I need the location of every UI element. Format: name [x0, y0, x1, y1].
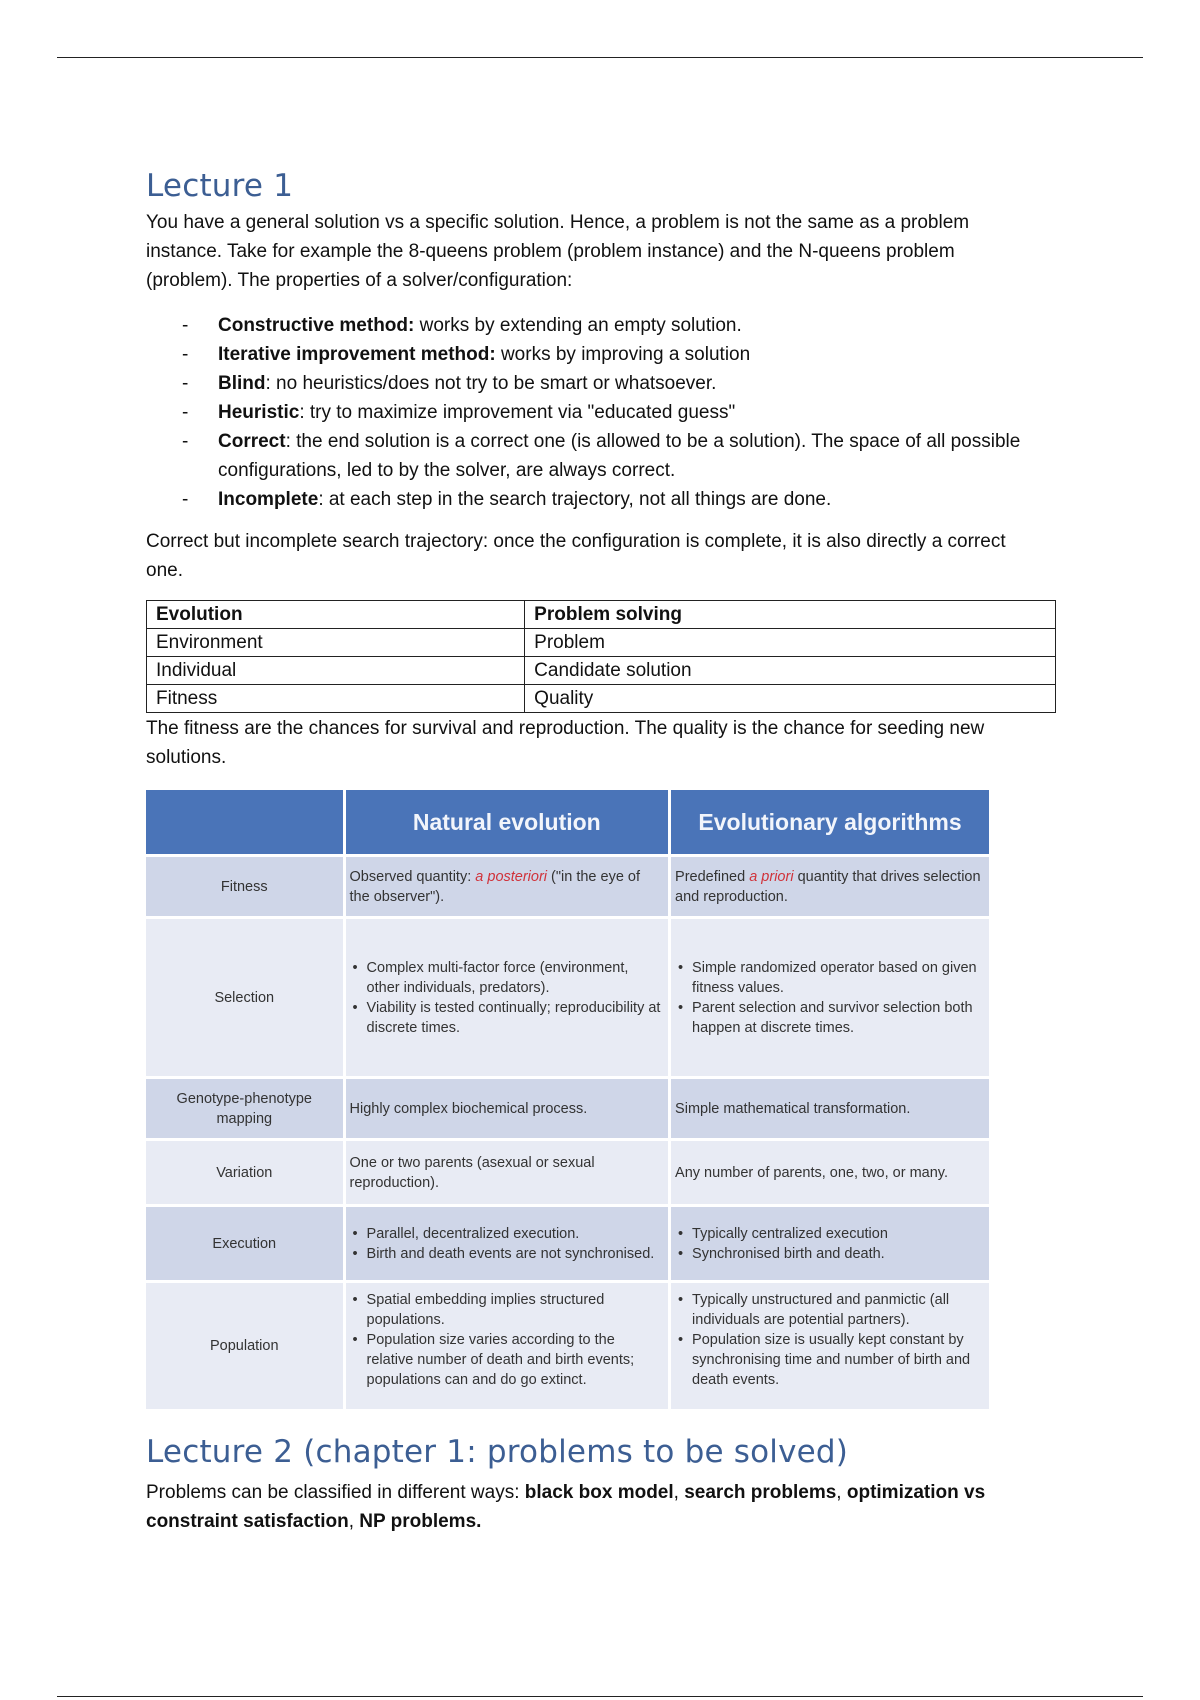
row-label: Variation — [146, 1140, 344, 1206]
lecture2-intro: Problems can be classified in different ways: black box model, search problems, optimization vs constraint satisfaction, NP problems. — [146, 1482, 986, 1532]
natural-cell — [344, 1282, 670, 1411]
comparison-row-selection — [146, 918, 991, 1078]
list-dash: - — [182, 373, 189, 394]
row-label: Fitness — [146, 856, 344, 918]
lecture1-heading: Lecture 1 — [146, 168, 294, 204]
list-dash: - — [182, 402, 189, 423]
row-label: Genotype-phenotype mapping — [146, 1078, 344, 1140]
list-item: • Spatial embedding implies structured populations. — [367, 1290, 665, 1330]
list-dash: - — [182, 315, 189, 336]
list-item: • Population size is usually kept constant by synchronising time and number of birth and death events. — [692, 1330, 985, 1390]
comparison-table — [146, 790, 992, 1412]
table-row — [147, 657, 1056, 685]
natural-cell: Highly complex biochemical process. — [344, 1078, 670, 1140]
header-rule — [57, 57, 1143, 58]
list-item: • Simple randomized operator based on given fitness values. — [692, 958, 985, 998]
document-body — [146, 164, 1046, 1536]
list-dash: - — [182, 431, 189, 452]
comparison-row-population — [146, 1282, 991, 1411]
comparison-corner-cell — [146, 790, 344, 856]
list-item: - Iterative improvement method: works by improving a solution — [146, 340, 1046, 369]
list-item: • Population size varies according to the relative number of death and birth events; populations can and do go extinct. — [367, 1330, 665, 1390]
comparison-header-natural: Natural evolution — [344, 790, 670, 856]
list-item: • Typically centralized execution — [692, 1224, 985, 1244]
comparison-row-fitness — [146, 856, 991, 918]
list-item: - Incomplete: at each step in the search trajectory, not all things are done. — [146, 485, 1046, 514]
list-item: • Viability is tested continually; reproducibility at discrete times. — [367, 998, 665, 1038]
table-row — [147, 629, 1056, 657]
evolution-mapping-table — [146, 600, 1056, 713]
list-item: - Constructive method: works by extending an empty solution. — [146, 311, 1046, 340]
list-item: • Parent selection and survivor selection both happen at discrete times. — [692, 998, 985, 1038]
table-cell: Fitness — [147, 685, 525, 713]
list-item: - Blind: no heuristics/does not try to be smart or whatsoever. — [146, 369, 1046, 398]
row-label: Population — [146, 1282, 344, 1411]
list-item: • Parallel, decentralized execution. — [367, 1224, 665, 1244]
list-item: - Heuristic: try to maximize improvement via "educated guess" — [146, 398, 1046, 427]
comparison-row-variation — [146, 1140, 991, 1206]
list-item: • Typically unstructured and panmictic (all individuals are potential partners). — [692, 1290, 985, 1330]
comparison-header-algorithms: Evolutionary algorithms — [670, 790, 991, 856]
table-cell: Quality — [525, 685, 1056, 713]
algorithm-cell — [670, 918, 991, 1078]
algorithm-cell: Predefined a priori quantity that drives selection and reproduction. — [670, 856, 991, 918]
algorithm-cell — [670, 1206, 991, 1282]
list-item: • Complex multi-factor force (environment, other individuals, predators). — [367, 958, 665, 998]
table-row — [147, 601, 1056, 629]
list-dash: - — [182, 489, 189, 510]
comparison-row-execution — [146, 1206, 991, 1282]
comparison-row-mapping — [146, 1078, 991, 1140]
correct-note: Correct but incomplete search trajectory: once the configuration is complete, it is also directly a correct one. — [146, 531, 1006, 581]
table-cell: Individual — [147, 657, 525, 685]
algorithm-cell: Simple mathematical transformation. — [670, 1078, 991, 1140]
list-item: - Correct: the end solution is a correct one (is allowed to be a solution). The space of all possible configurations, led to by the solver, are always correct. — [146, 427, 1046, 485]
algorithm-cell: Any number of parents, one, two, or many. — [670, 1140, 991, 1206]
row-label: Execution — [146, 1206, 344, 1282]
fitness-note: The fitness are the chances for survival and reproduction. The quality is the chance for seeding new solutions. — [146, 718, 985, 768]
natural-cell — [344, 1206, 670, 1282]
natural-cell: Observed quantity: a posteriori ("in the eye of the observer"). — [344, 856, 670, 918]
algorithm-cell — [670, 1282, 991, 1411]
list-item: • Synchronised birth and death. — [692, 1244, 985, 1264]
table-row — [147, 685, 1056, 713]
lecture2-heading: Lecture 2 (chapter 1: problems to be solved) — [146, 1434, 849, 1470]
row-label: Selection — [146, 918, 344, 1078]
properties-list — [146, 311, 1046, 514]
table-cell: Problem — [525, 629, 1056, 657]
list-dash: - — [182, 344, 189, 365]
lecture1-intro: You have a general solution vs a specific solution. Hence, a problem is not the same as a problem instance. Take for example the 8-queens problem (problem instance) and the N-queens problem (problem). The properties of a solver/configuration: — [146, 212, 970, 291]
table-cell: Environment — [147, 629, 525, 657]
comparison-header-row — [146, 790, 991, 856]
table-header-cell: Evolution — [147, 601, 525, 629]
table-cell: Candidate solution — [525, 657, 1056, 685]
natural-cell — [344, 918, 670, 1078]
natural-cell: One or two parents (asexual or sexual reproduction). — [344, 1140, 670, 1206]
footer-rule — [57, 1696, 1143, 1697]
table-header-cell: Problem solving — [525, 601, 1056, 629]
list-item: • Birth and death events are not synchronised. — [367, 1244, 665, 1264]
